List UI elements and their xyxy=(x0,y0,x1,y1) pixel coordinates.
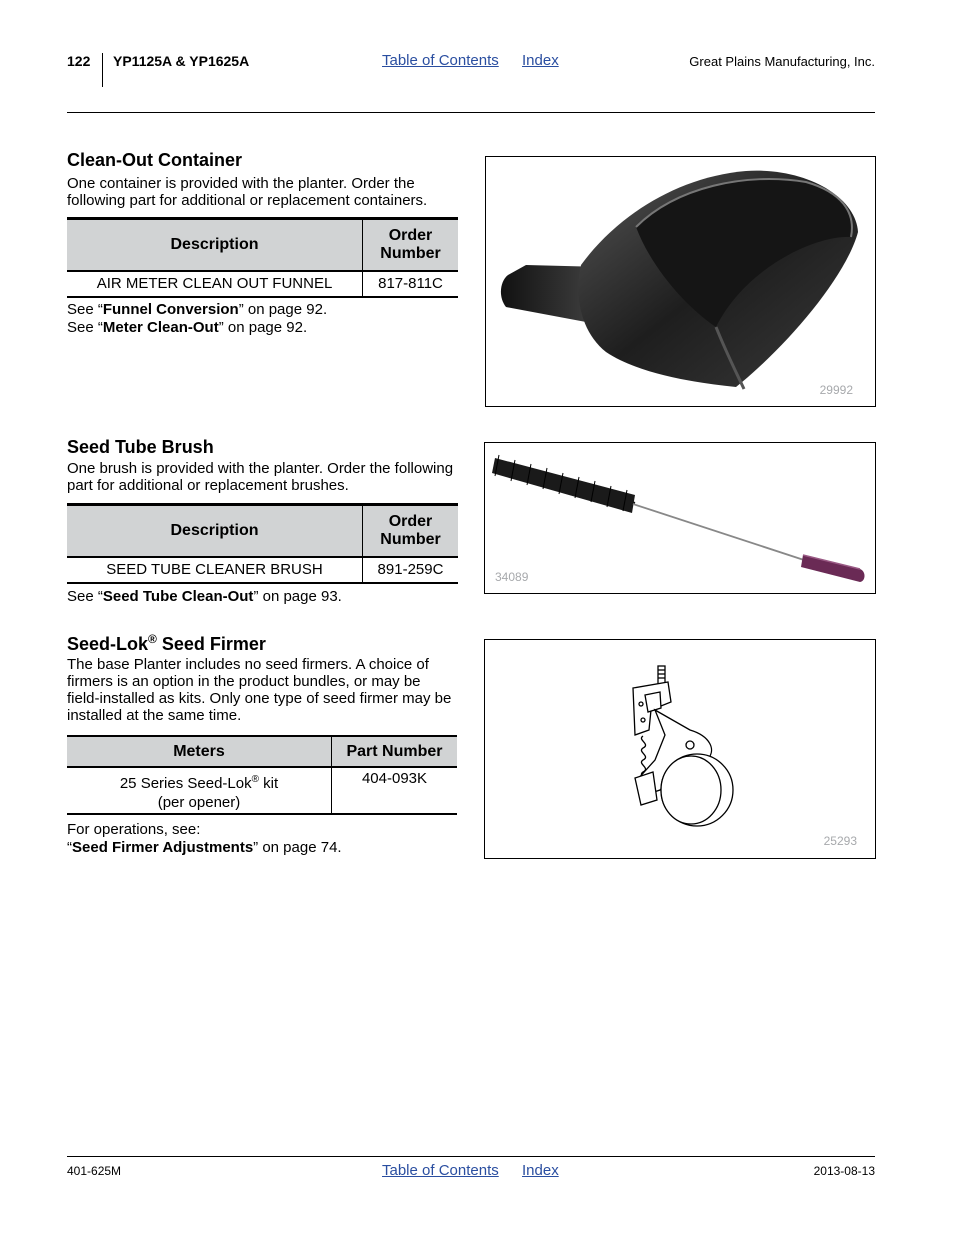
toc-link-footer[interactable]: Table of Contents xyxy=(382,1162,499,1179)
part-number: 404-093K xyxy=(361,770,428,787)
part-description: AIR METER CLEAN OUT FUNNEL xyxy=(67,271,363,297)
index-link-footer[interactable]: Index xyxy=(522,1162,559,1179)
part-number: 891-259C xyxy=(377,561,444,578)
part-number: 817-811C xyxy=(378,275,443,292)
table-row xyxy=(67,767,457,814)
cleanout-title: Clean-Out Container xyxy=(67,150,243,170)
brush-parts-table xyxy=(67,503,458,584)
cleanout-references xyxy=(67,301,327,337)
funnel-illustration xyxy=(486,157,875,406)
firmer-parts-table xyxy=(67,735,457,815)
revision-date: 2013-08-13 xyxy=(813,1164,875,1178)
col-description: Description xyxy=(67,219,363,271)
figure-number: 25293 xyxy=(823,834,857,848)
model-title: YP1125A & YP1625A xyxy=(113,53,250,69)
firmer-operations-reference xyxy=(67,821,342,857)
header-rule xyxy=(67,112,875,113)
see-seed-firmer-adjustments[interactable]: “Seed Firmer Adjustments” on page 74. xyxy=(67,839,342,856)
table-row xyxy=(67,271,458,297)
page-number: 122 xyxy=(67,53,91,69)
figure-number: 34089 xyxy=(495,570,529,584)
funnel-figure xyxy=(485,156,876,407)
see-seed-tube-cleanout[interactable]: See “Seed Tube Clean-Out” on page 93. xyxy=(67,588,342,605)
col-order-number: Order Number xyxy=(363,219,459,271)
footer-rule xyxy=(67,1156,875,1157)
firmer-intro: The base Planter includes no seed firmers. A choice of firmers is an option in the product bundles, or may be field-installed as kits. Only one type of seed firmer may be installed at the same time. xyxy=(67,656,452,724)
index-link-header[interactable]: Index xyxy=(522,52,559,69)
company-name: Great Plains Manufacturing, Inc. xyxy=(689,54,875,69)
brush-title: Seed Tube Brush xyxy=(67,437,214,457)
doc-number: 401-625M xyxy=(67,1164,122,1178)
col-part-number: Part Number xyxy=(332,736,458,767)
see-funnel-conversion[interactable]: See “Funnel Conversion” on page 92. xyxy=(67,301,328,318)
brush-illustration xyxy=(485,443,875,593)
firmer-illustration xyxy=(485,640,875,858)
firmer-figure xyxy=(484,639,876,859)
col-description: Description xyxy=(67,505,363,557)
col-order-number: Order Number xyxy=(363,505,459,557)
operations-label: For operations, see: xyxy=(67,821,201,838)
firmer-title: Seed-Lok® Seed Firmer xyxy=(67,632,266,654)
col-meters: Meters xyxy=(67,736,332,767)
cleanout-intro: One container is provided with the planter. Order the following part for additional or replacement containers. xyxy=(67,175,428,209)
table-row xyxy=(67,557,458,583)
see-meter-cleanout[interactable]: See “Meter Clean-Out” on page 92. xyxy=(67,319,308,336)
header-divider xyxy=(102,53,103,87)
toc-link-header[interactable]: Table of Contents xyxy=(382,52,499,69)
cleanout-parts-table xyxy=(67,217,458,298)
brush-figure xyxy=(484,442,876,594)
figure-number: 29992 xyxy=(819,383,853,397)
part-description: SEED TUBE CLEANER BRUSH xyxy=(67,557,363,583)
part-description: 25 Series Seed-Lok® kit (per opener) xyxy=(67,767,332,814)
brush-intro: One brush is provided with the planter. Order the following part for additional or replacement brushes. xyxy=(67,460,454,494)
